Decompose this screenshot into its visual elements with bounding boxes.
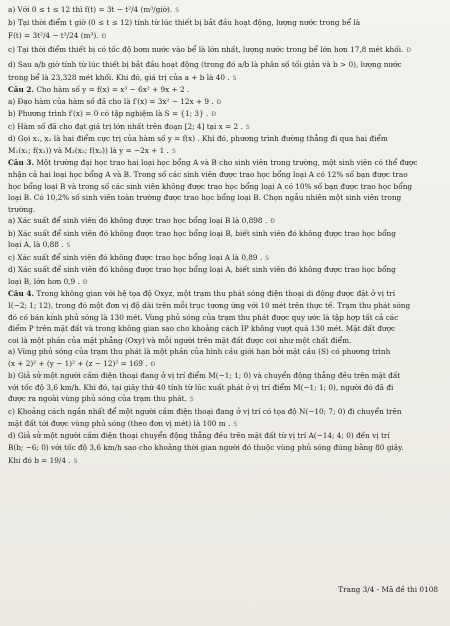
text-line [8,370,440,382]
line-text: c) Khoảng cách ngắn nhất để một người cầm điện thoại đang ở vị trí có tọa độ N(−10; 7; 0) đi chuyển trên [8,406,402,416]
text-line [8,192,440,204]
text-line [8,300,440,312]
answer-mark: S [245,123,250,131]
line-text: Trong không gian với hệ tọa độ Oxyz, một trạm thu phát sóng điện thoại di động được đặt ở vị trí [34,289,396,299]
text-line [8,96,440,109]
answer-mark: Đ [211,111,217,119]
text-line [8,133,440,145]
line-text: (x + 2)² + (y − 1)² + (z − 12)² = 169 . [8,358,148,368]
text-line [8,288,440,300]
text-line [8,84,440,96]
line-text: d) Xác suất để sinh viên đó không được trao học bổng loại A, biết sinh viên đó không được trao học bổng [8,265,396,275]
text-line [8,181,440,193]
answer-mark: S [265,254,270,262]
page-footer: Trang 3/4 - Mã đề thi 0108 [338,585,438,595]
line-text: d) Gọi x₁, x₂ là hai điểm cực trị của hàm số y = f(x) . Khi đó, phương trình đường thẳng đi qua hai điểm [8,134,388,144]
text-line [8,406,440,418]
question-number: Câu 4. [8,289,34,299]
line-text: c) Tại thời điểm thiết bị có tốc độ bơm nước vào bể là lớn nhất, lượng nước trong bể lớn hơn 17,8 mét khối. [8,45,404,55]
answer-mark: S [232,74,237,82]
line-text: đó có bán kính phủ sóng là 130 mét. Vùng phủ sóng của trạm thu phát được quy ước là tập hợp tất cả các [8,312,399,322]
line-text: loại A, là 0,88 . [8,240,64,250]
line-text: a) Đạo hàm của hàm số đã cho là f′(x) = 3x² − 12x + 9 . [8,96,214,106]
line-text: trong bể là 23,328 mét khối. Khi đó, giá trị của a + b là 40 . [8,72,230,82]
line-text: Khi đó b = 19/4 . [8,456,71,466]
line-text: b) Giả sử một người cầm điện thoại đang ở vị trí điểm M(−1; 1; 0) và chuyển động thẳng đều trên mặt đất [8,371,401,381]
answer-mark: S [189,396,194,404]
answer-mark: S [171,147,176,155]
line-text: M₁(x₁; f(x₁)) và M₂(x₂; f(x₂)) là y = −2x + 1 . [8,145,169,155]
question-number: Câu 2. [8,85,34,95]
line-text: a) Với 0 ≤ t ≤ 12 thì f(t) = 3t − t²/4 (m³/giờ). [8,5,173,14]
line-text: b) Phương trình f′(x) = 0 có tập nghiệm là S = {1; 3} . [8,109,209,119]
answer-mark: S [73,458,78,466]
line-text: d) Sau a/b giờ tính từ lúc thiết bị bắt đầu hoạt động (trong đó a/b là phân số tối giản và b > 0), lượng nước [8,59,402,69]
text-line [8,358,440,371]
exam-content [8,4,440,469]
line-text: với tốc độ 3,6 km/h. Khi đó, tại giây thứ 40 tính từ lúc xuất phát ở vị trí điểm M(−1; 1; 0), người đó đã đi [8,382,394,392]
text-line [8,430,440,442]
line-text: F(t) = 3t²/4 − t³/24 (m³). [8,31,99,41]
text-line [8,346,440,358]
text-line [8,442,440,454]
text-line [8,17,440,29]
line-text: c) Hàm số đã cho đạt giá trị lớn nhất trên đoạn [2; 4] tại x = 2 . [8,121,243,131]
text-line [8,4,440,17]
text-line [8,228,440,240]
text-line [8,215,440,228]
answer-mark: S [233,420,238,428]
text-line [8,382,440,394]
line-text: học bổng loại B và trong số các sinh viên không được trao học bổng loại A có 10% số bạn được trao học bổng [8,181,413,191]
line-text: a) Vùng phủ sóng của trạm thu phát là một phần của hình cầu giới hạn bởi mặt cầu (S) có phương trình [8,347,391,357]
answer-mark: Đ [270,218,275,226]
line-text: Cho hàm số y = f(x) = x³ − 6x² + 9x + 2 . [34,85,190,95]
text-line [8,393,440,406]
answer-mark: Đ [216,98,222,106]
text-line [8,72,440,85]
line-text: trường. [8,204,36,214]
line-text: loại B. Có 10,2% số sinh viên toàn trường được trao học bổng loại B. Chọn ngẫu nhiên một sinh viên trong [8,193,402,203]
line-text: loại B, lớn hơn 0,9 . [8,276,80,286]
answer-mark: Đ [406,47,412,55]
text-line [8,121,440,134]
text-line [8,44,440,57]
line-text: b) Xác suất để sinh viên đó không được trao học bổng loại B, biết sinh viên đó không được trao học bổng [8,228,396,238]
text-line [8,169,440,181]
text-line [8,28,440,44]
line-text: coi là một phần của mặt phẳng (Oxy) và mỗi người trên mặt đất được coi như một chất điểm. [8,335,352,345]
text-line [8,57,440,72]
line-text: nhận cả hai loại học bổng A và B. Trong số các sinh viên được trao học bổng loại A có 12% số bạn được trao [8,170,408,180]
line-text: c) Xác suất để sinh viên đó không được trao học bổng loại A là 0,89 . [8,252,263,262]
text-line [8,157,440,169]
text-line [8,276,440,289]
line-text: điểm P trên mặt đất và trong không gian sao cho khoảng cách IP không vượt quá 130 mét. Mặt đất được [8,324,396,334]
text-line [8,418,440,431]
text-line [8,204,440,216]
text-line [8,312,440,324]
line-text: được ra ngoài vùng phủ sóng của trạm thu phát. [8,394,187,404]
text-line [8,108,440,121]
text-line [8,264,440,276]
line-text: I(−2; 1; 12), trong đó một đơn vị độ dài trên mỗi trục tương ứng với 10 mét trên thực tế. Trạm thu phát sóng [8,301,411,311]
answer-mark: Đ [150,360,156,368]
text-line [8,335,440,347]
text-line [8,239,440,252]
line-text: d) Giả sử một người cầm điện thoại chuyển động thẳng đều trên mặt đất từ vị trí A(−14; 4; 0) đến vị trí [8,431,390,441]
text-line [8,252,440,265]
answer-mark: S [66,242,71,250]
answer-mark: S [175,7,180,14]
text-line [8,145,440,158]
answer-mark: Đ [101,33,107,41]
text-line [8,453,440,469]
line-text: Một trường đại học trao hai loại học bổng A và B cho sinh viên trong trường, một sinh viên có thể được [34,158,418,168]
line-text: B(b; −6; 0) với tốc độ 3,6 km/h sao cho khoảng thời gian người đó thuộc vùng phủ sóng đúng bằng 80 giây. [8,442,404,452]
answer-mark: Đ [82,278,88,286]
line-text: mặt đất tới được vùng phủ sóng (theo đơn vị mét) là 100 m . [8,418,231,428]
line-text: b) Tại thời điểm t giờ (0 ≤ t ≤ 12) tính từ lúc thiết bị bắt đầu hoạt động, lượng nước trong bể là [8,17,361,27]
text-line [8,323,440,335]
line-text: a) Xác suất để sinh viên đó không được trao học bổng loại B là 0,898 . [8,216,268,226]
question-number: Câu 3. [8,158,34,168]
